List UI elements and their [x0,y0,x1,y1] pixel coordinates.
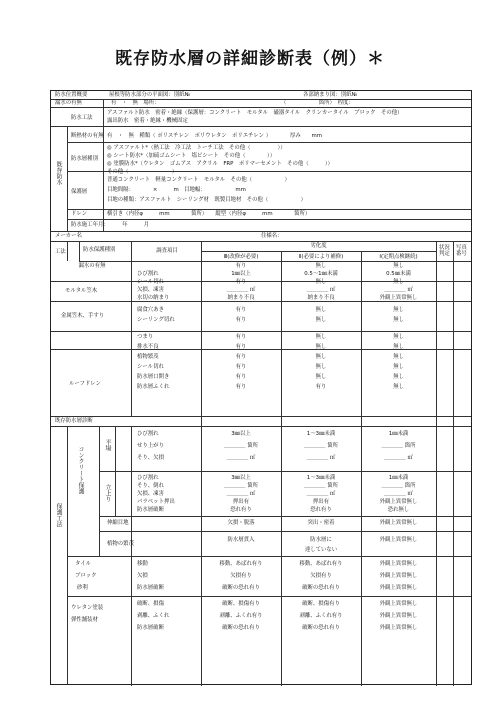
plants-v1: 外観上異常無し [379,537,418,543]
riser-v1-2: ＿＿＿＿ 箇所 [381,483,416,489]
mortar-item-2: シール切れ [137,279,164,285]
existing-group-label: 既存防水 [55,161,62,185]
drain-item-1: つまり [137,334,154,340]
mortar-v3-2: 有り [235,279,247,285]
urethane-v2-1: 破断、損傷有り [302,601,340,607]
drain-v3-4: 有り [235,364,247,370]
protection-line-1: 普通コンクリート 軽量コンクリート モルタル その他（ ） [107,177,290,183]
plane-item-3: そり、欠損 [137,455,164,461]
tile-v1-1: 外観上異常無し [379,561,418,567]
metal-item-2: シーリング切れ [137,317,175,323]
existing-diagnosis-title: 既存防水層診断 [55,418,93,424]
drain-item-5: 防水層口開き [137,374,170,380]
drain-v2-3: 無し [315,354,327,360]
survey-item-header: 調査項目 [156,248,178,254]
plan-reference: 屋根等防水部分の平面図：別紙№ [109,92,191,98]
leak-level-2: 無し [315,263,327,269]
type-line-3: ◎ 塗膜防水*（ウレタン ゴムアス アクリル FRP ポリマーセメント その他（ ）） [107,161,333,167]
plane-v2-2: ＿＿＿＿ 箇所 [303,443,339,449]
drain-v2-6: 有り [315,384,327,390]
type-label: 防水層種別 [71,156,98,162]
method-column-header: 工法 [55,249,66,255]
level-3-header: Ⅲ(改修が必要) [223,254,259,260]
drain-v2-1: 無し [315,334,327,340]
deterioration-header: 劣化度 [310,243,327,249]
metal-item-1: 腐食穴あき [137,307,164,313]
tile-v3-1: 移動、あばれ有り [219,561,263,567]
urethane-item-2: 剥離、ふくれ [137,613,170,619]
type-line-2: ◎ シート防水*（加硫ゴムシート 塩ビシート その他（ ）） [107,153,276,159]
urethane-v3-1: 破断、損傷有り [222,601,260,607]
mortar-v1-2: 無し [393,279,404,285]
riser-item-2: そり、倒れ [137,483,164,489]
riser-item-5: 防水層破断 [137,507,164,513]
location-label: 防水位置概要 [55,92,88,98]
plants-v3: 防水層貫入 [227,537,255,543]
urethane-item-1: 破断、損傷 [137,601,164,607]
tile-v2-3: 破断の恐れ有り [302,585,340,591]
riser-v1-5: 恐れ無し [387,507,410,513]
maker-label: メーカー名 [55,233,82,239]
metal-v2-1: 無し [315,307,327,313]
plane-item-1: ひび割れ [137,431,159,437]
protection-method-label: 保護工法 [55,503,62,527]
leak-level-3: 有り [235,263,247,269]
leak-label: 漏水の有無 [55,100,82,106]
owner-label: 住様名： [261,233,283,239]
page-title: 既存防水層の詳細診断表（例）＊ [115,49,385,69]
riser-v3-5: 恐れ有り [230,507,252,513]
riser-v1-1: 1㎜未満 [388,475,409,481]
tile-v1-2: 外観上異常無し [379,573,418,579]
riser-v3-1: 3㎜以上 [231,475,251,481]
drain-label: ドレン [71,211,88,217]
leak-place: 有 ・ 無 場所： [111,100,160,106]
plane-v1-3: ＿＿＿＿ ㎡ [384,455,413,461]
gravel-label: 砂利 [77,585,88,591]
plane-v3-3: ＿＿＿＿ ㎡ [226,455,256,461]
mortar-item-1: ひび割れ [137,271,159,277]
insulation-value: 有 ・ 無 種類（ ポリスチレン ポリウレタン ポリエチレン ） 厚み mm [107,133,323,139]
urethane-v3-3: 破断の恐れ有り [222,625,260,631]
leak-degree: （ 箇所） 程度： [281,100,354,106]
drain-v3-5: 有り [235,374,247,380]
tile-item-3: 防水層破断 [137,585,164,591]
drain-v2-4: 無し [315,364,327,370]
protection-type-header: 防水保護種別 [83,247,116,253]
drain-v1-5: 無し [393,374,404,380]
tile-v3-2: 欠損有り [230,573,252,579]
riser-v2-2: ＿＿＿＿ 箇所 [303,483,339,489]
judgement-header: 状況判定 [439,245,450,257]
drain-item-4: シール切れ [137,364,164,370]
riser-v1-4: 外観上異常無し [379,499,418,505]
mortar-v2-4: 納まり不良 [307,295,335,301]
metal-v3-1: 有り [235,307,247,313]
drain-v3-2: 有り [235,344,247,350]
urethane-v2-2: 剥離、ふくれ有り [299,613,343,619]
construction-date: 防水施工年月： 年 月 [71,222,150,228]
method-line-1: アスファルト防水 密着・絶縁（保護層：コンクリート モルタル 磁器タイル クリンカータイル ブロック その他） [107,110,403,116]
tile-v2-2: 欠損有り [310,573,332,579]
riser-item-3: 欠損、凍害 [137,491,164,497]
urethane-v1-2: 外観上異常無し [379,613,418,619]
drain-v1-6: 無し [393,384,404,390]
leak-row-label: 漏水の有無 [78,263,106,269]
joint-v1: 外観上異常無し [379,520,418,526]
plane-label: 平場 [104,439,111,451]
urethane-v1-3: 外観上異常無し [379,625,418,631]
drain-v1-4: 無し [393,364,404,370]
mortar-v1-1: 0.5㎜未満 [386,271,411,277]
method-label: 防水工法 [71,115,93,121]
joint-v3: 欠損・脱落 [227,520,255,526]
protection-line-3: 目地の種類：アスファルト シーリング材 既製目地材 その他（ ） [107,197,307,203]
urethane-v1-1: 外観上異常無し [379,601,418,607]
detail-reference: 各部納まり図：別紙№ [303,92,358,98]
drain-v1-2: 無し [393,344,404,350]
plane-item-2: せり上がり [137,443,164,449]
drain-v3-6: 有り [235,384,247,390]
tile-v1-3: 外観上異常無し [379,585,418,591]
drain-item-3: 植物繁茂 [137,354,159,360]
mortar-v3-1: 1㎜以上 [231,271,251,277]
mortar-item-3: 欠損、凍害 [137,287,164,293]
mortar-coping-label: モルタル笠木 [65,288,98,294]
mortar-v2-2: 無し [315,279,327,285]
block-label: ブロック [75,573,97,579]
riser-v3-3: ＿＿＿＿ ㎡ [226,491,256,497]
riser-v3-2: ＿＿＿＿ 箇所 [223,483,259,489]
tile-v3-3: 破断の恐れ有り [222,585,260,591]
urethane-v3-2: 剥離、ふくれ有り [219,613,263,619]
plane-v3-1: 3㎜以上 [231,431,251,437]
level-2-header: Ⅱ(必要により補修) [298,254,344,260]
leak-level-1: 無し [393,263,404,269]
drain-v3-1: 有り [235,334,247,340]
tile-v2-1: 移動、あばれ有り [299,561,343,567]
mortar-v2-1: 0.5〜1㎜未満 [304,271,338,277]
riser-v2-5: 恐れ有り [310,507,332,513]
plane-v2-3: ＿＿＿＿ ㎡ [306,455,336,461]
drain-item-2: 排水不良 [137,344,159,350]
tile-item-1: 移動 [137,561,148,567]
drain-v2-5: 無し [315,374,327,380]
urethane-label: ウレタン塗装 [71,605,104,611]
plane-v3-2: ＿＿＿＿ 箇所 [223,443,259,449]
mortar-item-4: 水切の納まり [137,295,170,301]
mortar-v2-3: ＿＿＿＿ ㎡ [306,287,336,293]
mortar-v3-3: ＿＿＿＿ ㎡ [226,287,256,293]
elastic-paving-label: 弾性舗装材 [71,617,98,623]
type-line-1: ◎ アスファルト*（熱工法 冷工法 トーチ工法 その他（ ）） [107,145,286,151]
level-1-header: Ⅰ(定期点検継続) [379,254,418,260]
mortar-v1-3: ＿＿＿＿ ㎡ [384,287,413,293]
concrete-protection-label: コンクリート保護 [77,446,84,494]
plane-v1-1: 1㎜未満 [388,431,409,437]
plane-v2-1: 1〜3㎜未満 [306,431,336,437]
roof-drain-label: ルーフドレン [69,381,101,387]
drain-v3-3: 有り [235,354,247,360]
riser-label: 立上り [104,484,111,502]
riser-v2-4: 押出有 [312,499,330,505]
metal-v2-2: 無し [315,317,327,323]
protection-line-2: 目地間隔： × m 目地幅： mm [107,187,246,193]
riser-v2-1: 1〜3㎜未満 [306,475,336,481]
method-line-2: 露出防水 密着・絶縁・機械固定 [107,118,188,124]
protection-label: 保護層 [71,189,88,195]
photo-number-header: 写真番号 [456,245,467,257]
urethane-item-3: 防水層破断 [137,625,164,631]
plants-v2-line-1: 防水層に [310,537,332,543]
riser-v2-3: ＿＿＿＿ ㎡ [306,491,336,497]
plane-v1-2: ＿＿＿＿ 箇所 [381,443,416,449]
metal-v3-2: 有り [235,317,247,323]
riser-v1-3: ＿＿＿＿ ㎡ [384,491,413,497]
plants-v2-line-2: 達していない [304,547,338,553]
metal-v1-2: 無し [393,317,404,323]
riser-item-1: ひび割れ [137,475,159,481]
tile-label: タイル [75,561,92,567]
tile-item-2: 欠損 [137,573,148,579]
insulation-label: 断熱材の有無 [71,133,104,139]
mortar-v1-4: 外観上異常無し [379,295,418,301]
drain-v1-3: 無し [393,354,404,360]
drain-item-6: 防水層ふくれ [137,384,170,390]
urethane-v2-3: 破断の恐れ有り [302,625,340,631]
mortar-v3-4: 納まり不良 [227,295,255,301]
metal-coping-label: 金属笠木、手すり [61,313,105,319]
drain-v2-2: 無し [315,344,327,350]
riser-item-4: パラペット押出 [137,499,175,505]
plants-label: 植物の繁茂 [107,541,134,547]
drain-value: 横引き（内径φ mm 箇所） 縦型（内径φ mm 箇所） [107,211,311,217]
metal-v1-1: 無し [393,307,404,313]
riser-v3-4: 押出有 [232,499,250,505]
joint-v2: 突出・密着 [307,520,335,526]
drain-v1-1: 無し [393,334,404,340]
joint-label: 伸縮目地 [107,520,129,526]
diagnosis-sheet [50,90,472,685]
type-line-4: その他（ ） [107,169,178,175]
